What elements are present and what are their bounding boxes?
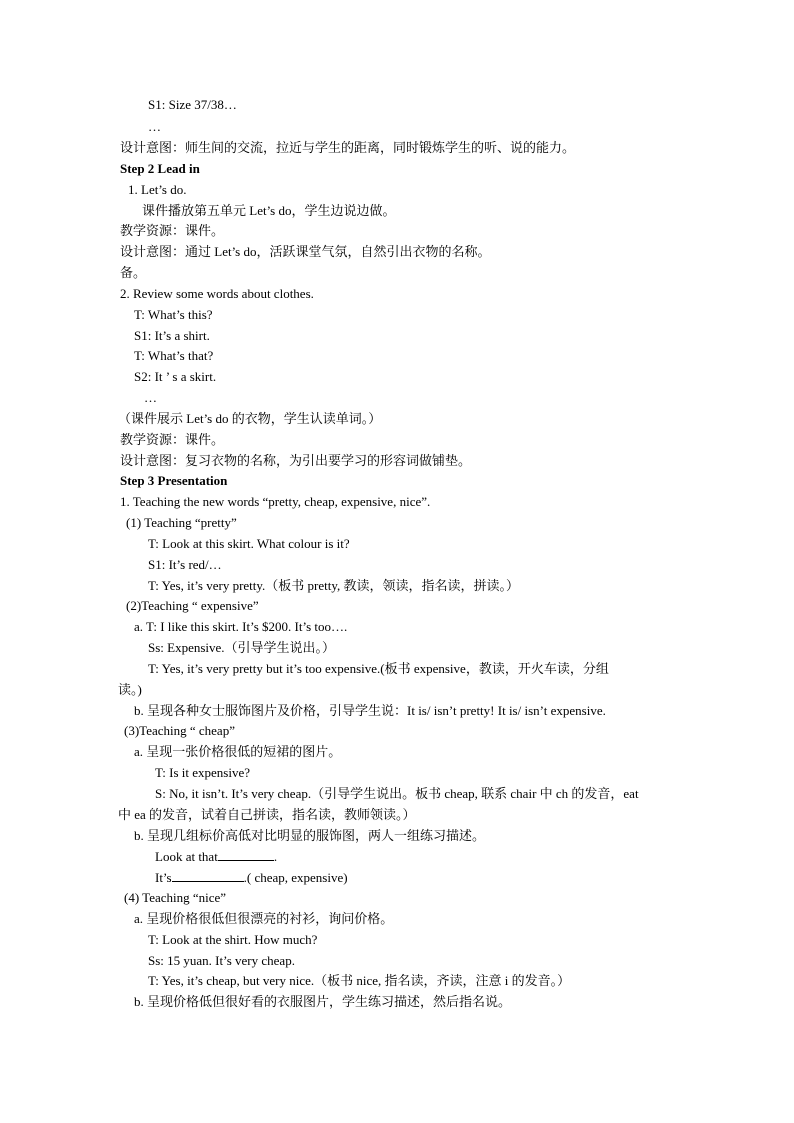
dialogue-line: S1: Size 37/38… bbox=[148, 97, 237, 112]
paragraph: 备。 bbox=[120, 265, 147, 280]
dialogue-line: S1: It’s a shirt. bbox=[134, 328, 210, 343]
dialogue-line: S1: It’s red/… bbox=[148, 557, 222, 572]
list-item: 2. Review some words about clothes. bbox=[120, 286, 314, 301]
prompt-text: . bbox=[273, 849, 278, 864]
dialogue-line: T: Yes, it’s very pretty but it’s too expensive.(板书 expensive，教读，开火车读，分组 bbox=[148, 661, 609, 676]
dialogue-line: S2: It ’ s a skirt. bbox=[134, 369, 217, 384]
paragraph: 课件播放第五单元 Let’s do，学生边说边做。 bbox=[142, 203, 396, 218]
design-intent: 设计意图：师生间的交流，拉近与学生的距离，同时锻炼学生的听、说的能力。 bbox=[120, 140, 576, 155]
dialogue-line: a. T: I like this skirt. It’s $200. It’s too…. bbox=[134, 619, 348, 634]
paragraph: 读。) bbox=[118, 682, 142, 697]
dialogue-line: T: Look at this skirt. What colour is it? bbox=[148, 536, 350, 551]
list-item: a. 呈现一张价格很低的短裙的图片。 bbox=[134, 744, 342, 759]
list-item: 1. Teaching the new words “pretty, cheap, expensive, nice”. bbox=[120, 494, 431, 509]
paragraph: 中 ea 的发音，试着自己拼读，指名读，教师领读。） bbox=[118, 807, 416, 822]
design-intent: 设计意图：复习衣物的名称，为引出要学习的形容词做铺垫。 bbox=[120, 453, 472, 468]
dialogue-line: S: No, it isn’t. It’s very cheap.（引导学生说出。板书 cheap, 联系 chair 中 ch 的发音，eat bbox=[155, 786, 639, 801]
dialogue-line: T: Yes, it’s cheap, but very nice.（板书 nice, 指名读，齐读，注意 i 的发音。） bbox=[148, 973, 571, 988]
list-item: b. 呈现几组标价高低对比明显的服饰图，两人一组练习描述。 bbox=[134, 828, 486, 843]
dialogue-line: T: Yes, it’s very pretty.（板书 pretty, 教读，领读，指名读，拼读。） bbox=[148, 578, 520, 593]
prompt-text: Look at that bbox=[155, 849, 218, 864]
fill-in-blank-line bbox=[155, 868, 348, 886]
sub-heading: (3)Teaching “ cheap” bbox=[124, 723, 235, 738]
design-intent: 设计意图：通过 Let’s do，活跃课堂气氛，自然引出衣物的名称。 bbox=[120, 244, 491, 259]
sub-heading: (4) Teaching “nice” bbox=[124, 890, 227, 905]
sub-heading: (2)Teaching “ expensive” bbox=[126, 598, 259, 613]
dialogue-line: T: What’s this? bbox=[134, 307, 213, 322]
dialogue-line: T: Look at the shirt. How much? bbox=[148, 932, 318, 947]
ellipsis-line: … bbox=[144, 390, 157, 405]
dialogue-line: T: What’s that? bbox=[134, 348, 214, 363]
list-item: a. 呈现价格很低但很漂亮的衬衫，询问价格。 bbox=[134, 911, 394, 926]
teaching-resource: 教学资源：课件。 bbox=[120, 432, 225, 447]
list-item: 1. Let’s do. bbox=[128, 182, 187, 197]
sub-heading: (1) Teaching “pretty” bbox=[126, 515, 237, 530]
ellipsis-line: … bbox=[148, 119, 161, 134]
step-heading: Step 2 Lead in bbox=[120, 161, 200, 176]
prompt-text: .( cheap, expensive) bbox=[243, 870, 348, 885]
fill-in-blank-line bbox=[155, 847, 277, 865]
paragraph: （课件展示 Let’s do 的衣物，学生认读单词。） bbox=[118, 411, 382, 426]
teaching-resource: 教学资源：课件。 bbox=[120, 223, 225, 238]
list-item: b. 呈现各种女士服饰图片及价格，引导学生说：It is/ isn’t pretty! It is/ isn’t expensive. bbox=[134, 703, 606, 718]
dialogue-line: Ss: Expensive.（引导学生说出。） bbox=[148, 640, 336, 655]
prompt-text: It’s bbox=[155, 870, 172, 885]
list-item: b. 呈现价格低但很好看的衣服图片，学生练习描述，然后指名说。 bbox=[134, 994, 512, 1009]
dialogue-line: Ss: 15 yuan. It’s very cheap. bbox=[148, 953, 295, 968]
blank bbox=[218, 847, 274, 861]
blank bbox=[172, 868, 244, 882]
step-heading: Step 3 Presentation bbox=[120, 473, 228, 488]
dialogue-line: T: Is it expensive? bbox=[155, 765, 251, 780]
